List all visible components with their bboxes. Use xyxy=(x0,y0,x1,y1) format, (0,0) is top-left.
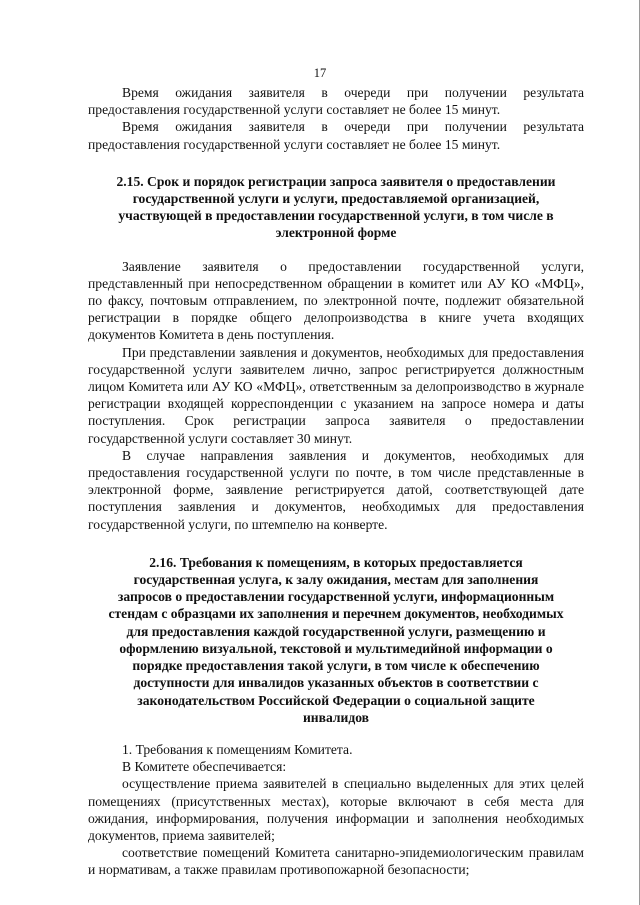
page-number: 17 xyxy=(313,66,327,80)
paragraph-waiting-time-1: Время ожидания заявителя в очереди при получении результата предоставления государственной услуги составляет не более 15 минут. xyxy=(88,85,584,118)
paragraph-reception-rooms: осуществление приема заявителей в специально выделенных для этих целей помещениях (присутственных местах), которые включают в себя места для ожидания, информирования, получения информации и заполнения необходимых документов, приема заявителей; xyxy=(88,776,584,843)
paragraph-application-registration: Заявление заявителя о предоставлении государственной услуги, представленный при непосредственном обращении в комитет или АУ КО «МФЦ», по факсу, почтовым отправлением, по электронной почте, подлежит обязательной регистрации в порядке общего делопроизводства в книге учета входящих документов Комитета в день поступления. xyxy=(88,258,584,343)
section-spacer xyxy=(88,242,584,258)
section-spacer xyxy=(88,726,584,741)
paragraph-room-requirements: 1. Требования к помещениям Комитета. xyxy=(122,741,353,757)
paragraph-committee-provides: В Комитете обеспечивается: xyxy=(122,759,287,775)
paragraph-waiting-time-2: Время ожидания заявителя в очереди при получении результата предоставления государственной услуги составляет не более 15 минут. xyxy=(88,119,584,152)
section-heading-2-16: 2.16. Требования к помещениям, в которых предоставляется государственная услуга, к залу ожидания, местам для заполнения запросов о предоставлении государственной услуги, информационным стендам с образцами их заполнения и перечнем документов, необходимых для предоставления каждой государственной услуги, размещению и оформлению визуальной, текстовой и мультимедийной информации о порядке предоставления такой услуги, в том числе к обеспечению доступности для инвалидов указанных объектов в соответствии с законодательством Российской Федерации о социальной защите инвалидов xyxy=(108,554,564,725)
document-body xyxy=(88,84,584,879)
paragraph-sanitary-compliance: соответствие помещений Комитета санитарно-эпидемиологическим правилам и нормативам, а также правилам противопожарной безопасности; xyxy=(88,845,584,878)
paragraph-postal-submission: В случае направления заявления и документов, необходимых для предоставления государственной услуги по почте, в том числе представленные в электронной форме, заявление регистрируется датой, соответствующей дате поступления заявления и документов, необходимых для предоставления государственной услуги, по штемпелю на конверте. xyxy=(88,447,584,532)
section-heading-2-15: 2.15. Срок и порядок регистрации запроса заявителя о предоставлении государственной услуги и услуги, предоставляемой организацией, участвующей в предоставлении государственной услуги, в том числе в электронной форме xyxy=(116,173,556,241)
section-spacer xyxy=(88,533,584,554)
section-spacer xyxy=(88,153,584,173)
paragraph-personal-submission: При представлении заявления и документов, необходимых для предоставления государственной услуги заявителем лично, запрос регистрируется должностным лицом Комитета или АУ КО «МФЦ», ответственным за делопроизводство в журнале регистрации входящей корреспонденции с указанием на запросе номера и даты поступления. Срок регистрации запроса заявителя о предоставлении государственной услуги составляет 30 минут. xyxy=(88,344,584,446)
